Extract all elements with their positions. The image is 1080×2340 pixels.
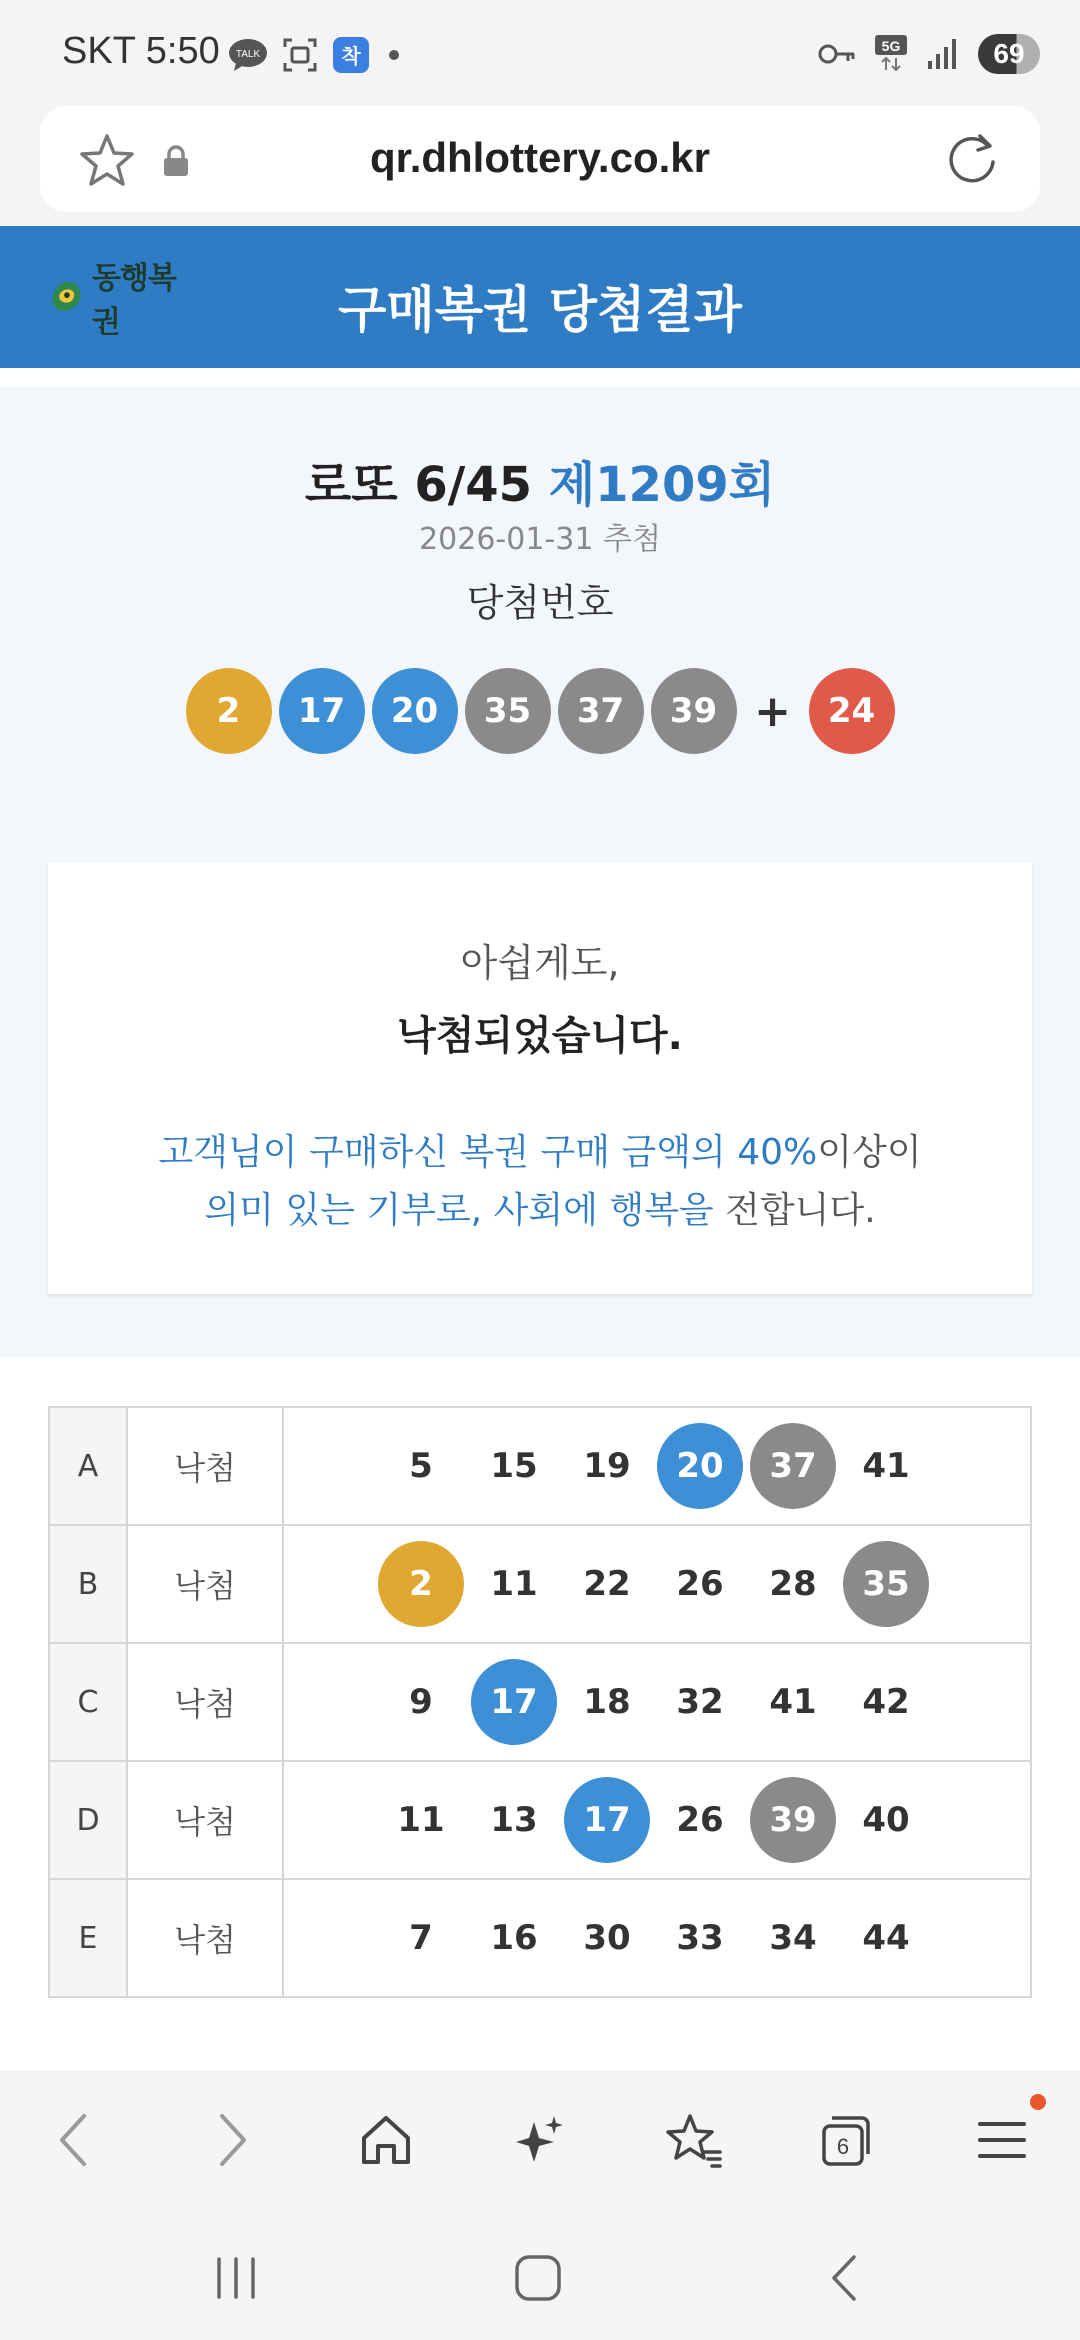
ai-button[interactable] (510, 2110, 570, 2170)
ticket-number: 42 (862, 1682, 910, 1722)
reload-icon[interactable] (944, 130, 1000, 188)
home-icon (358, 2112, 414, 2168)
forward-button[interactable] (202, 2110, 262, 2170)
system-back-button[interactable] (814, 2250, 874, 2306)
winning-ball: 20 (372, 668, 458, 754)
ticket-number: 40 (862, 1800, 910, 1840)
ticket-number: 41 (769, 1682, 817, 1722)
back-button[interactable] (44, 2110, 104, 2170)
browser-bottom-nav (0, 2070, 1080, 2210)
draw-date: 2026-01-31 추첨 (419, 522, 661, 557)
ticket-number-matched: 39 (750, 1777, 836, 1863)
home-button-icon (513, 2253, 563, 2303)
status-time: SKT 5:50 (62, 30, 220, 72)
ticket-number: 32 (676, 1682, 724, 1722)
ticket-numbers-cell (283, 1879, 1031, 1997)
menu-button[interactable] (972, 2110, 1032, 2170)
ticket-label: C (49, 1643, 127, 1761)
svg-text:5G: 5G (881, 38, 901, 54)
url-text[interactable]: qr.dhlottery.co.kr (370, 134, 710, 181)
5g-icon (874, 34, 908, 74)
ticket-number: 7 (409, 1918, 433, 1958)
back-icon (54, 2110, 94, 2170)
ticket-number-matched: 37 (750, 1423, 836, 1509)
plus-sign: + (754, 685, 791, 737)
key-icon (818, 41, 856, 67)
ticket-number: 34 (769, 1918, 817, 1958)
message-line-2: 낙첨되었습니다. (397, 1013, 683, 1059)
result-section (0, 386, 1080, 1358)
ticket-number: 26 (676, 1564, 724, 1604)
winning-ball: 2 (186, 668, 272, 754)
ticket-number: 28 (769, 1564, 817, 1604)
bonus-ball: 24 (809, 668, 895, 754)
ticket-number-matched: 2 (378, 1541, 464, 1627)
ticket-status: 낙첨 (127, 1761, 283, 1879)
message-line-4-rest: 전합니다. (713, 1190, 876, 1231)
message-line-1: 아쉽게도, (460, 941, 620, 985)
ticket-number-matched: 20 (657, 1423, 743, 1509)
ticket-number-matched: 35 (843, 1541, 929, 1627)
svg-text:착: 착 (341, 44, 361, 68)
app-icon (332, 36, 370, 74)
ticket-number: 15 (490, 1446, 538, 1486)
scan-icon (282, 37, 318, 73)
system-back-icon (826, 2253, 862, 2303)
logo-text: 동행복권 (91, 261, 176, 340)
ticket-table (48, 1406, 1032, 1998)
winning-numbers (0, 668, 1080, 754)
status-system-icons (818, 30, 1040, 78)
winning-ball: 37 (558, 668, 644, 754)
winning-ball: 35 (465, 668, 551, 754)
sparkle-icon (512, 2112, 568, 2168)
ticket-numbers-cell (283, 1525, 1031, 1643)
ticket-numbers-cell (283, 1761, 1031, 1879)
ticket-label: E (49, 1879, 127, 1997)
message-line-3-rest: 이상이 (817, 1132, 922, 1173)
ticket-label: D (49, 1761, 127, 1879)
tabs-button[interactable] (816, 2110, 876, 2170)
tabs-icon (818, 2112, 874, 2168)
ticket-number: 11 (490, 1564, 538, 1604)
bookmarks-button[interactable] (664, 2110, 724, 2170)
svg-text:TALK: TALK (235, 49, 261, 60)
ticket-number-matched: 17 (564, 1777, 650, 1863)
message-line-4 (48, 1182, 1032, 1233)
result-message-card (48, 862, 1032, 1294)
system-nav-bar (0, 2210, 1080, 2340)
message-line-3 (48, 1124, 1032, 1175)
browser-toolbar (0, 100, 1080, 226)
table-row (49, 1879, 1031, 1997)
talk-icon (228, 37, 268, 73)
ticket-number: 26 (676, 1800, 724, 1840)
ticket-status: 낙첨 (127, 1525, 283, 1643)
ticket-number-matched: 17 (471, 1659, 557, 1745)
recents-button[interactable] (206, 2250, 266, 2306)
ticket-number: 5 (409, 1446, 433, 1486)
ticket-number: 33 (676, 1918, 724, 1958)
ticket-numbers-cell (283, 1643, 1031, 1761)
menu-icon (976, 2116, 1028, 2164)
ticket-numbers-cell (283, 1407, 1031, 1525)
ticket-number: 16 (490, 1918, 538, 1958)
ticket-number: 18 (583, 1682, 631, 1722)
ticket-label: A (49, 1407, 127, 1525)
notification-dot (1030, 2094, 1046, 2110)
draw-title (0, 446, 1080, 515)
table-row (49, 1643, 1031, 1761)
message-line-4-highlight: 의미 있는 기부로, 사회에 행복을 (204, 1190, 714, 1231)
status-bar (0, 0, 1080, 100)
draw-round: 제1209회 (548, 457, 776, 513)
table-row (49, 1761, 1031, 1879)
status-notification-icons (228, 32, 404, 78)
winning-numbers-label: 당첨번호 (466, 581, 614, 625)
ticket-number: 22 (583, 1564, 631, 1604)
ticket-number: 11 (397, 1800, 445, 1840)
ticket-label: B (49, 1525, 127, 1643)
signal-icon (926, 37, 960, 71)
bookmarks-icon (664, 2112, 724, 2168)
ticket-status: 낙첨 (127, 1643, 283, 1761)
svg-text:6: 6 (836, 2134, 850, 2159)
ticket-number: 9 (409, 1682, 433, 1722)
forward-icon (212, 2110, 252, 2170)
site-header (0, 226, 1080, 368)
address-bar[interactable] (40, 106, 1040, 212)
ticket-number: 30 (583, 1918, 631, 1958)
ticket-number: 13 (490, 1800, 538, 1840)
home-button[interactable] (356, 2110, 416, 2170)
ticket-status: 낙첨 (127, 1879, 283, 1997)
page-title: 구매복권 당첨결과 (338, 281, 742, 339)
system-home-button[interactable] (508, 2250, 568, 2306)
ticket-number: 44 (862, 1918, 910, 1958)
header-spacer (0, 368, 1080, 386)
game-name: 로또 6/45 (304, 457, 533, 513)
ticket-status: 낙첨 (127, 1407, 283, 1525)
ticket-number: 19 (583, 1446, 631, 1486)
dot-icon (384, 45, 404, 65)
table-row (49, 1407, 1031, 1525)
message-line-3-highlight: 고객님이 구매하신 복권 구매 금액의 40% (158, 1132, 818, 1173)
winning-ball: 39 (651, 668, 737, 754)
winning-ball: 17 (279, 668, 365, 754)
ticket-number: 41 (862, 1446, 910, 1486)
recents-icon (211, 2255, 261, 2301)
table-row (49, 1525, 1031, 1643)
battery-icon: 69 (978, 34, 1040, 74)
